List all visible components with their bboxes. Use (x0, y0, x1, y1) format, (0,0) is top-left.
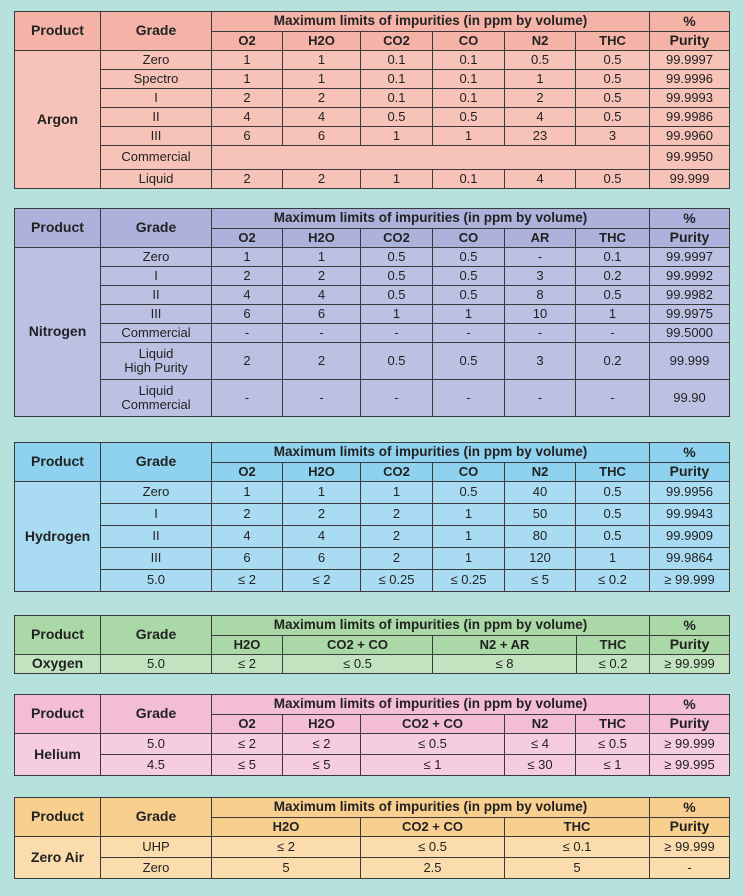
column-header: THC (577, 636, 650, 655)
table-row (15, 127, 730, 146)
value-cell: 0.5 (361, 343, 433, 380)
value-cell: 0.5 (433, 286, 505, 305)
grade-cell: II (101, 108, 212, 127)
value-cell: 0.1 (361, 89, 433, 108)
value-cell: 1 (433, 127, 505, 146)
grade-cell: 5.0 (101, 570, 212, 592)
value-cell: 2 (361, 504, 433, 526)
table-row (15, 504, 730, 526)
value-cell: 0.5 (433, 482, 505, 504)
value-cell: 0.5 (576, 526, 650, 548)
grade-cell: Zero (101, 482, 212, 504)
value-cell: 0.5 (576, 70, 650, 89)
value-cell: 1 (576, 548, 650, 570)
grade-cell: Liquid (101, 170, 212, 189)
value-cell: - (505, 248, 576, 267)
value-cell: 0.1 (361, 51, 433, 70)
value-cell: - (361, 380, 433, 417)
value-cell: 6 (283, 305, 361, 324)
value-cell: 0.1 (576, 248, 650, 267)
value-cell: 0.5 (361, 248, 433, 267)
value-cell: 1 (433, 548, 505, 570)
table-row (15, 837, 730, 858)
product-header: Product (15, 798, 101, 837)
purity-percent-header: % (650, 616, 730, 636)
product-name: Helium (15, 734, 101, 776)
grade-header: Grade (101, 695, 212, 734)
purity-header: Purity (650, 32, 730, 51)
value-cell: 2 (361, 548, 433, 570)
empty-cell (212, 146, 650, 170)
value-cell: - (283, 324, 361, 343)
value-cell: 0.5 (576, 504, 650, 526)
value-cell: 0.5 (361, 108, 433, 127)
grade-header: Grade (101, 443, 212, 482)
hydrogen-table (14, 442, 730, 592)
column-header: O2 (212, 463, 283, 482)
table-row (15, 51, 730, 70)
value-cell: 0.5 (576, 170, 650, 189)
value-cell: ≤ 4 (505, 734, 576, 755)
table-row (15, 324, 730, 343)
value-cell: ≤ 0.25 (433, 570, 505, 592)
impurities-header: Maximum limits of impurities (in ppm by volume) (212, 616, 650, 636)
value-cell: ≤ 5 (505, 570, 576, 592)
value-cell: 3 (505, 343, 576, 380)
table-row (15, 526, 730, 548)
value-cell: 2 (283, 343, 361, 380)
grade-cell: Commercial (101, 146, 212, 170)
value-cell: 2 (283, 170, 361, 189)
value-cell: 0.1 (361, 70, 433, 89)
product-name: Zero Air (15, 837, 101, 879)
value-cell: 2 (361, 526, 433, 548)
value-cell: 1 (212, 482, 283, 504)
value-cell: 2 (283, 89, 361, 108)
value-cell: 1 (212, 51, 283, 70)
grade-cell: I (101, 89, 212, 108)
purity-cell: 99.90 (650, 380, 730, 417)
value-cell: 0.5 (433, 248, 505, 267)
value-cell: 0.2 (576, 267, 650, 286)
value-cell: 40 (505, 482, 576, 504)
value-cell: 0.5 (576, 286, 650, 305)
impurities-header: Maximum limits of impurities (in ppm by volume) (212, 695, 650, 715)
value-cell: 1 (212, 248, 283, 267)
column-header: CO2 + CO (283, 636, 433, 655)
grade-cell: II (101, 526, 212, 548)
value-cell: - (433, 380, 505, 417)
value-cell: 4 (283, 108, 361, 127)
value-cell: ≤ 2 (283, 734, 361, 755)
purity-cell: 99.9864 (650, 548, 730, 570)
column-header: CO (433, 463, 505, 482)
value-cell: - (212, 324, 283, 343)
purity-header: Purity (650, 229, 730, 248)
table-row (15, 380, 730, 417)
value-cell: ≤ 0.5 (361, 734, 505, 755)
value-cell: 2 (212, 343, 283, 380)
value-cell: 2 (505, 89, 576, 108)
value-cell: ≤ 0.1 (505, 837, 650, 858)
product-header: Product (15, 616, 101, 655)
purity-cell: ≥ 99.995 (650, 755, 730, 776)
column-header: CO2 (361, 463, 433, 482)
value-cell: 2.5 (361, 858, 505, 879)
grade-cell: Zero (101, 858, 212, 879)
table-row (15, 146, 730, 170)
value-cell: 6 (212, 548, 283, 570)
table-row (15, 170, 730, 189)
value-cell: 1 (212, 70, 283, 89)
value-cell: 1 (433, 526, 505, 548)
table-row (15, 482, 730, 504)
nitrogen-table (14, 208, 730, 417)
value-cell: 4 (505, 170, 576, 189)
purity-cell: 99.9996 (650, 70, 730, 89)
value-cell: 2 (212, 89, 283, 108)
value-cell: 5 (505, 858, 650, 879)
value-cell: 0.1 (433, 89, 505, 108)
impurities-header: Maximum limits of impurities (in ppm by volume) (212, 798, 650, 818)
purity-cell: ≥ 99.999 (650, 570, 730, 592)
table-row (15, 570, 730, 592)
grade-cell: UHP (101, 837, 212, 858)
purity-cell: 99.9997 (650, 248, 730, 267)
value-cell: 4 (505, 108, 576, 127)
table-row (15, 734, 730, 755)
value-cell: 50 (505, 504, 576, 526)
value-cell: 6 (212, 305, 283, 324)
purity-cell: ≥ 99.999 (650, 734, 730, 755)
product-name: Nitrogen (15, 248, 101, 417)
purity-cell: 99.9993 (650, 89, 730, 108)
purity-cell: 99.9943 (650, 504, 730, 526)
column-header: H2O (212, 818, 361, 837)
purity-cell: 99.999 (650, 343, 730, 380)
column-header: O2 (212, 229, 283, 248)
grade-cell: 4.5 (101, 755, 212, 776)
column-header: H2O (283, 715, 361, 734)
value-cell: 1 (283, 482, 361, 504)
column-header: CO (433, 32, 505, 51)
value-cell: ≤ 2 (212, 837, 361, 858)
column-header: CO2 (361, 32, 433, 51)
grade-cell: Liquid Commercial (101, 380, 212, 417)
value-cell: ≤ 5 (212, 755, 283, 776)
value-cell: 0.5 (576, 108, 650, 127)
product-header: Product (15, 695, 101, 734)
grade-cell: Spectro (101, 70, 212, 89)
value-cell: ≤ 5 (283, 755, 361, 776)
value-cell: 1 (361, 127, 433, 146)
value-cell: ≤ 0.5 (361, 837, 505, 858)
value-cell: ≤ 8 (433, 655, 577, 674)
purity-cell: 99.9992 (650, 267, 730, 286)
value-cell: 0.5 (433, 267, 505, 286)
impurities-header: Maximum limits of impurities (in ppm by volume) (212, 443, 650, 463)
value-cell: 4 (283, 526, 361, 548)
purity-header: Purity (650, 463, 730, 482)
grade-header: Grade (101, 798, 212, 837)
grade-cell: 5.0 (101, 734, 212, 755)
grade-cell: Commercial (101, 324, 212, 343)
value-cell: - (433, 324, 505, 343)
value-cell: 2 (212, 170, 283, 189)
value-cell: 4 (212, 108, 283, 127)
grade-header: Grade (101, 616, 212, 655)
value-cell: 0.5 (576, 482, 650, 504)
grade-cell: III (101, 305, 212, 324)
value-cell: 1 (283, 70, 361, 89)
value-cell: 0.5 (576, 51, 650, 70)
value-cell: 2 (283, 267, 361, 286)
table-row (15, 343, 730, 380)
table-row (15, 89, 730, 108)
value-cell: 6 (283, 548, 361, 570)
value-cell: 1 (576, 305, 650, 324)
purity-percent-header: % (650, 209, 730, 229)
column-header: N2 (505, 463, 576, 482)
value-cell: ≤ 30 (505, 755, 576, 776)
value-cell: - (505, 324, 576, 343)
value-cell: 1 (283, 51, 361, 70)
value-cell: 5 (212, 858, 361, 879)
oxygen-table (14, 615, 730, 674)
value-cell: - (505, 380, 576, 417)
column-header: N2 (505, 715, 576, 734)
column-header: THC (576, 715, 650, 734)
value-cell: ≤ 2 (212, 655, 283, 674)
value-cell: 1 (361, 170, 433, 189)
value-cell: - (283, 380, 361, 417)
purity-percent-header: % (650, 443, 730, 463)
zero-air-table (14, 797, 730, 879)
product-name: Oxygen (15, 655, 101, 674)
value-cell: 120 (505, 548, 576, 570)
value-cell: 1 (283, 248, 361, 267)
value-cell: 2 (212, 267, 283, 286)
table-row (15, 305, 730, 324)
table-row (15, 755, 730, 776)
value-cell: 0.5 (576, 89, 650, 108)
table-row (15, 548, 730, 570)
value-cell: 0.5 (505, 51, 576, 70)
value-cell: - (576, 324, 650, 343)
column-header: O2 (212, 715, 283, 734)
column-header: THC (505, 818, 650, 837)
grade-cell: I (101, 267, 212, 286)
grade-cell: III (101, 548, 212, 570)
product-header: Product (15, 12, 101, 51)
value-cell: - (212, 380, 283, 417)
value-cell: 6 (283, 127, 361, 146)
column-header: AR (505, 229, 576, 248)
value-cell: 2 (283, 504, 361, 526)
table-row (15, 286, 730, 305)
value-cell: ≤ 0.25 (361, 570, 433, 592)
value-cell: ≤ 2 (283, 570, 361, 592)
value-cell: 10 (505, 305, 576, 324)
value-cell: 1 (505, 70, 576, 89)
grade-header: Grade (101, 209, 212, 248)
purity-cell: 99.9909 (650, 526, 730, 548)
value-cell: 4 (212, 526, 283, 548)
value-cell: ≤ 1 (361, 755, 505, 776)
grade-cell: I (101, 504, 212, 526)
purity-cell: 99.9950 (650, 146, 730, 170)
purity-cell: 99.9975 (650, 305, 730, 324)
column-header: O2 (212, 32, 283, 51)
grade-cell: II (101, 286, 212, 305)
column-header: CO (433, 229, 505, 248)
value-cell: - (576, 380, 650, 417)
product-header: Product (15, 209, 101, 248)
value-cell: 4 (283, 286, 361, 305)
purity-cell: 99.999 (650, 170, 730, 189)
argon-table (14, 11, 730, 189)
purity-cell: 99.5000 (650, 324, 730, 343)
value-cell: 0.1 (433, 51, 505, 70)
value-cell: ≤ 2 (212, 570, 283, 592)
value-cell: 0.5 (361, 267, 433, 286)
value-cell: 1 (433, 504, 505, 526)
value-cell: 0.5 (433, 108, 505, 127)
purity-cell: 99.9982 (650, 286, 730, 305)
value-cell: 0.5 (361, 286, 433, 305)
value-cell: 23 (505, 127, 576, 146)
column-header: H2O (283, 229, 361, 248)
grade-cell: Liquid High Purity (101, 343, 212, 380)
purity-header: Purity (650, 818, 730, 837)
column-header: THC (576, 32, 650, 51)
product-header: Product (15, 443, 101, 482)
purity-percent-header: % (650, 798, 730, 818)
purity-percent-header: % (650, 12, 730, 32)
column-header: H2O (283, 32, 361, 51)
value-cell: - (361, 324, 433, 343)
value-cell: 1 (361, 482, 433, 504)
column-header: H2O (212, 636, 283, 655)
product-name: Argon (15, 51, 101, 189)
column-header: CO2 + CO (361, 818, 505, 837)
grade-cell: III (101, 127, 212, 146)
purity-cell: 99.9956 (650, 482, 730, 504)
purity-header: Purity (650, 715, 730, 734)
column-header: THC (576, 229, 650, 248)
column-header: N2 (505, 32, 576, 51)
value-cell: 0.1 (433, 70, 505, 89)
purity-cell: 99.9997 (650, 51, 730, 70)
value-cell: 1 (433, 305, 505, 324)
column-header: CO2 + CO (361, 715, 505, 734)
table-row (15, 248, 730, 267)
purity-header: Purity (650, 636, 730, 655)
table-row (15, 858, 730, 879)
value-cell: 2 (212, 504, 283, 526)
value-cell: 80 (505, 526, 576, 548)
value-cell: ≤ 2 (212, 734, 283, 755)
table-row (15, 267, 730, 286)
value-cell: 4 (212, 286, 283, 305)
value-cell: ≤ 0.5 (576, 734, 650, 755)
column-header: N2 + AR (433, 636, 577, 655)
impurities-header: Maximum limits of impurities (in ppm by volume) (212, 12, 650, 32)
value-cell: 3 (576, 127, 650, 146)
column-header: CO2 (361, 229, 433, 248)
value-cell: 0.5 (433, 343, 505, 380)
value-cell: 6 (212, 127, 283, 146)
impurities-header: Maximum limits of impurities (in ppm by volume) (212, 209, 650, 229)
table-row (15, 70, 730, 89)
purity-percent-header: % (650, 695, 730, 715)
table-row (15, 655, 730, 674)
value-cell: 0.1 (433, 170, 505, 189)
column-header: THC (576, 463, 650, 482)
value-cell: 3 (505, 267, 576, 286)
value-cell: ≤ 0.2 (577, 655, 650, 674)
grade-header: Grade (101, 12, 212, 51)
purity-cell: 99.9986 (650, 108, 730, 127)
grade-cell: Zero (101, 51, 212, 70)
value-cell: 1 (361, 305, 433, 324)
table-row (15, 108, 730, 127)
value-cell: 8 (505, 286, 576, 305)
column-header: H2O (283, 463, 361, 482)
value-cell: ≤ 0.5 (283, 655, 433, 674)
purity-cell: - (650, 858, 730, 879)
helium-table (14, 694, 730, 776)
purity-cell: ≥ 99.999 (650, 837, 730, 858)
grade-cell: Zero (101, 248, 212, 267)
product-name: Hydrogen (15, 482, 101, 592)
purity-cell: 99.9960 (650, 127, 730, 146)
grade-cell: 5.0 (101, 655, 212, 674)
value-cell: ≤ 0.2 (576, 570, 650, 592)
value-cell: 0.2 (576, 343, 650, 380)
value-cell: ≤ 1 (576, 755, 650, 776)
purity-cell: ≥ 99.999 (650, 655, 730, 674)
